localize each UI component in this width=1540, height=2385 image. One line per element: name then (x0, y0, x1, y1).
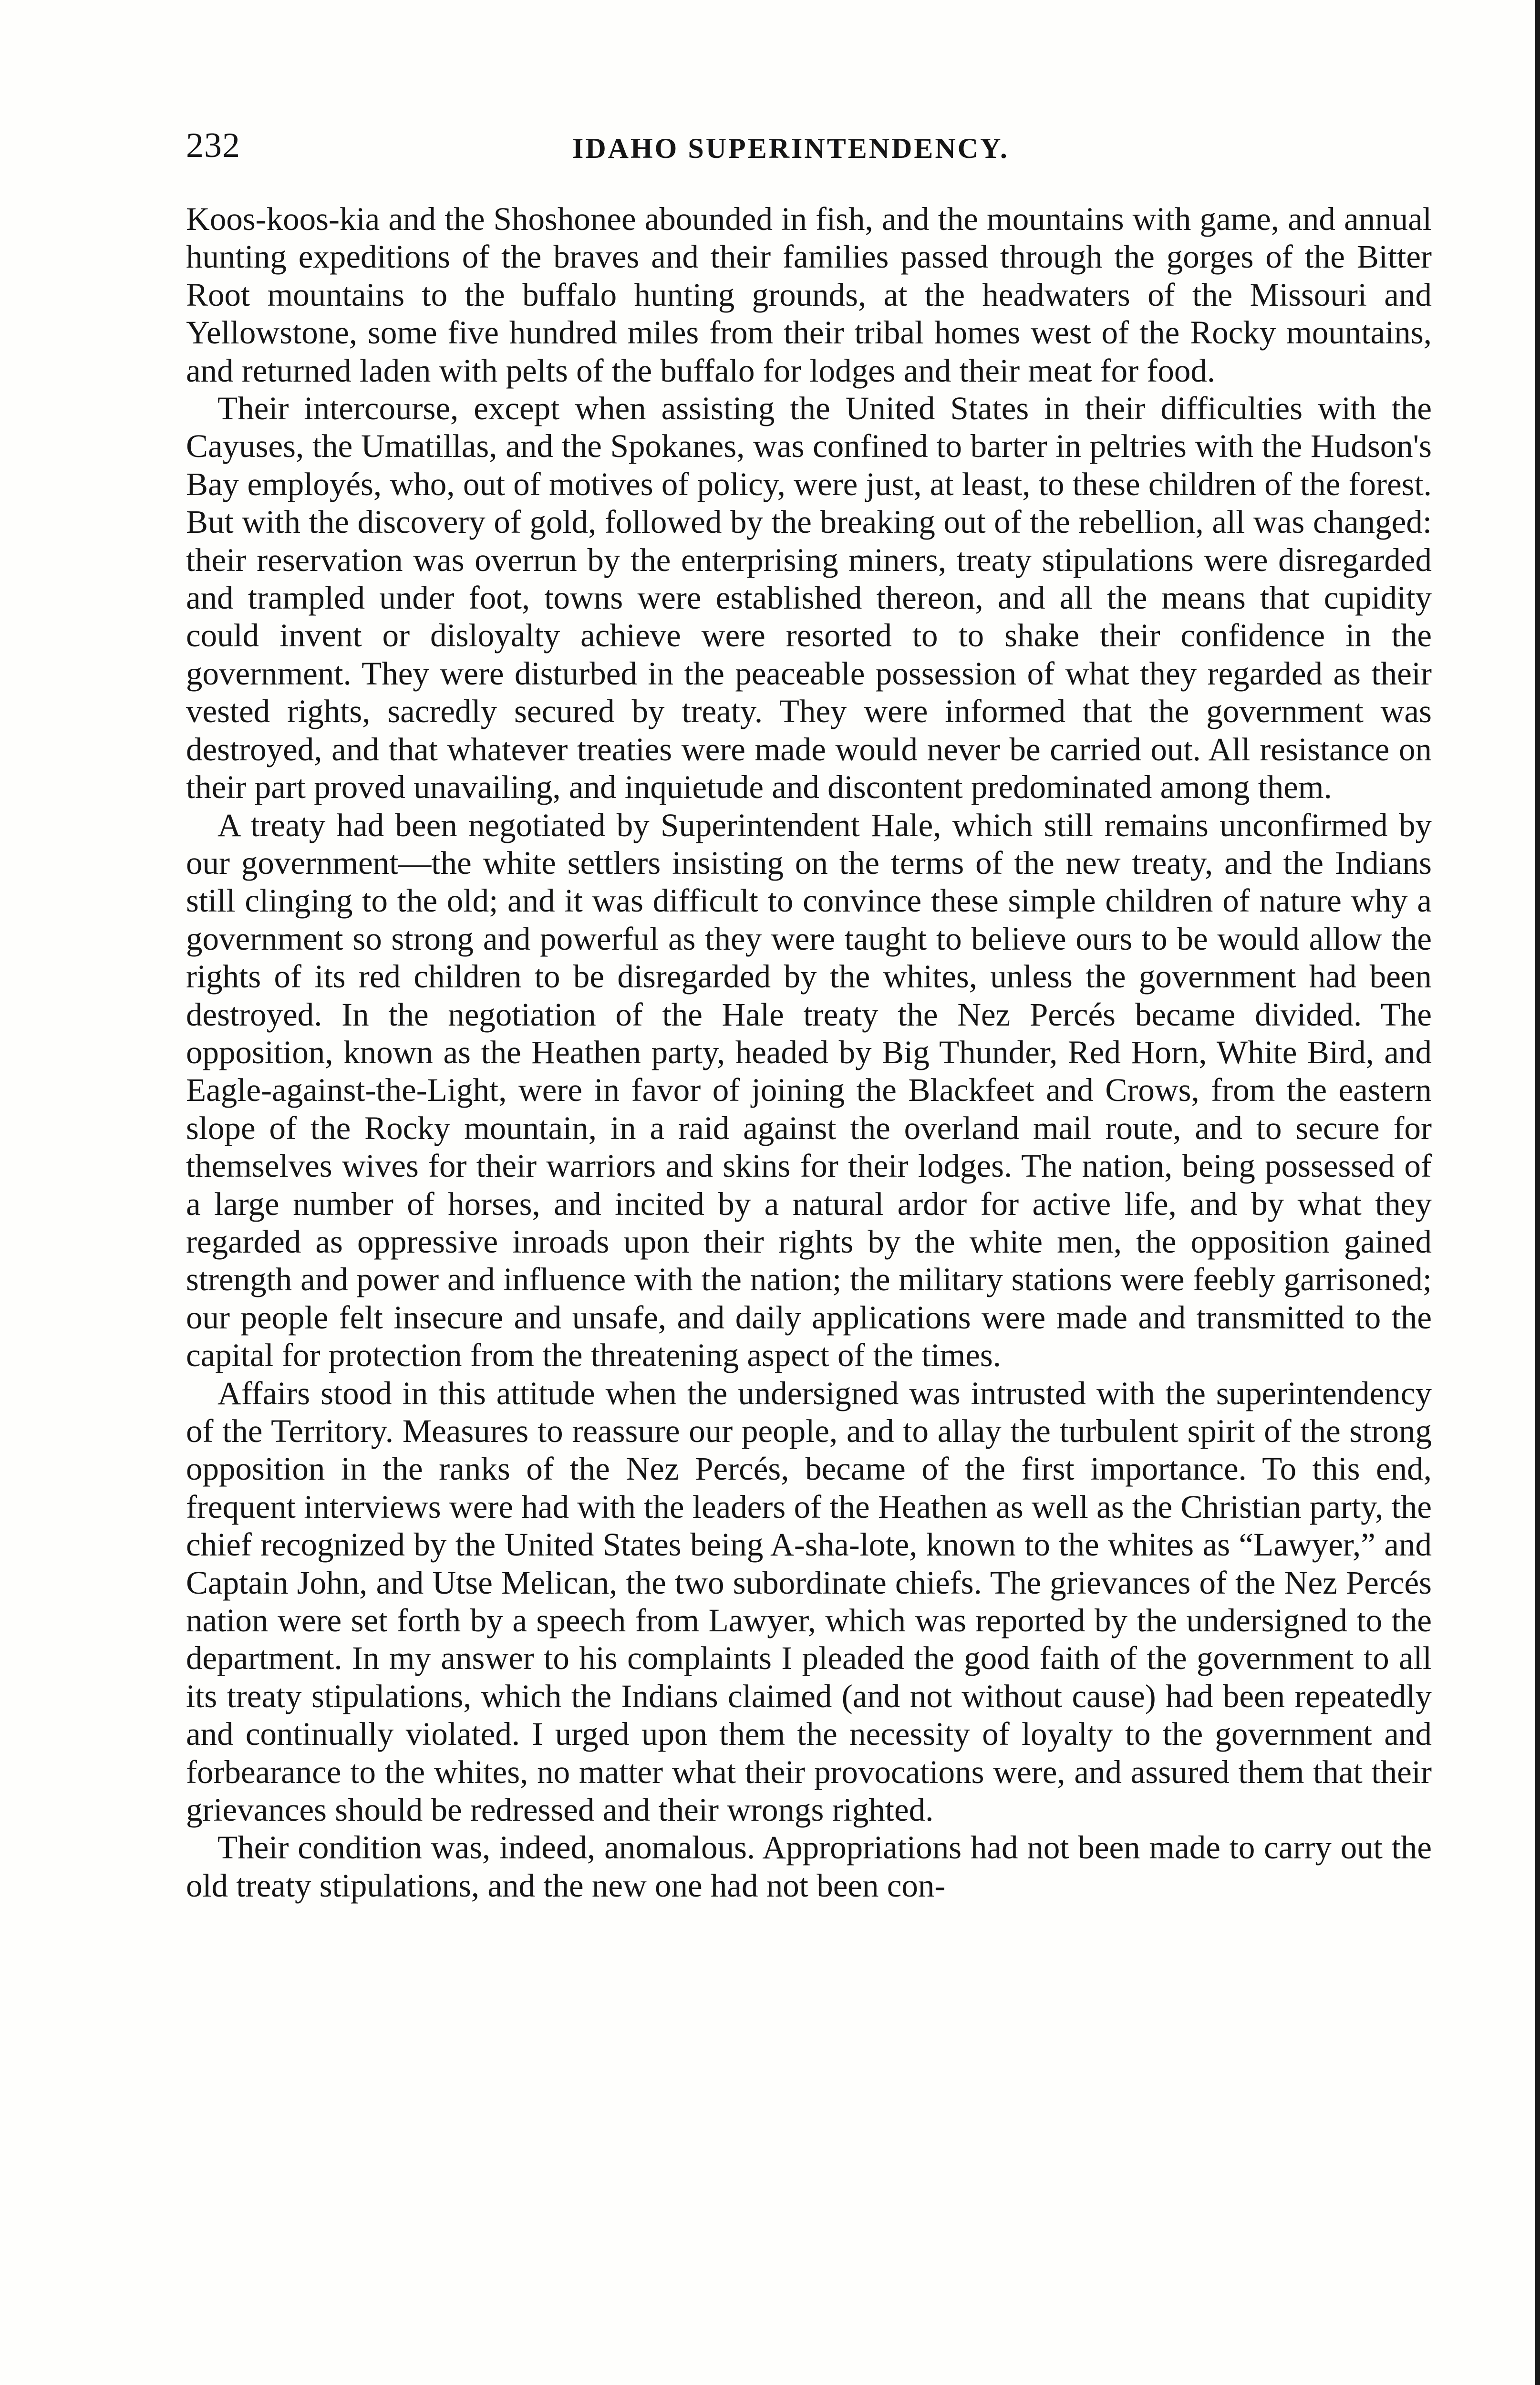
paragraph-1: Koos-koos-kia and the Shoshonee abounded in fish, and the mountains with game, and annual hunting expeditions of the braves and their families passed through the gorges of the Bitter Root mountains to the buffalo hunting grounds, at the headwaters of the Missouri and Yellowstone, some five hundred miles from their tribal homes west of the Rocky mountains, and returned laden with pelts of the buffalo for lodges and their meat for food. (186, 201, 1432, 389)
paragraph-4: Affairs stood in this attitude when the undersigned was intrusted with the superintendency of the Territory. Measures to reassure our people, and to allay the turbulent spirit of the strong opposition in the ranks of the Nez Percés, became of the first importance. To this end, frequent interviews were had with the leaders of the Heathen as well as the Christian party, the chief recognized by the United States being A-sha-lote, known to the whites as “Lawyer,” and Captain John, and Utse Melican, the two subordinate chiefs. The grievances of the Nez Percés nation were set forth by a speech from Lawyer, which was reported by the undersigned to the department. In my answer to his complaints I pleaded the good faith of the government to all its treaty stipulations, which the Indians claimed (and not without cause) had been repeatedly and continually violated. I urged upon them the necessity of loyalty to the government and forbearance to the whites, no matter what their provocations were, and assured them that their grievances should be redressed and their wrongs righted. (186, 1375, 1432, 1828)
paragraph-5: Their condition was, indeed, anomalous. Appropriations had not been made to carry out the old treaty stipulations, and the new one had not been con- (186, 1829, 1432, 1904)
page-header (186, 122, 1440, 174)
page-number: 232 (186, 126, 240, 165)
body-text (186, 200, 1432, 1905)
paragraph-3: A treaty had been negotiated by Superintendent Hale, which still remains unconfirmed by our government—the white settlers insisting on the terms of the new treaty, and the Indians still clinging to the old; and it was difficult to convince these simple children of nature why a government so strong and powerful as they were taught to believe ours to be would allow the rights of its red children to be disregarded by the whites, unless the government had been destroyed. In the negotiation of the Hale treaty the Nez Percés became divided. The opposition, known as the Heathen party, headed by Big Thunder, Red Horn, White Bird, and Eagle-against-the-Light, were in favor of joining the Blackfeet and Crows, from the eastern slope of the Rocky mountain, in a raid against the overland mail route, and to secure for themselves wives for their warriors and skins for their lodges. The nation, being possessed of a large number of horses, and incited by a natural ardor for active life, and by what they regarded as oppressive inroads upon their rights by the white men, the opposition gained strength and power and influence with the nation; the military stations were feebly garrisoned; our people felt insecure and unsafe, and daily applications were made and transmitted to the capital for protection from the threatening aspect of the times. (186, 807, 1432, 1374)
paragraph-2: Their intercourse, except when assisting the United States in their difficulties with the Cayuses, the Umatillas, and the Spokanes, was confined to barter in peltries with the Hudson's Bay employés, who, out of motives of policy, were just, at least, to these children of the forest. But with the discovery of gold, followed by the breaking out of the rebellion, all was changed: their reservation was overrun by the enterprising miners, treaty stipulations were disregarded and trampled under foot, towns were established thereon, and all the means that cupidity could invent or disloyalty achieve were resorted to to shake their confidence in the government. They were disturbed in the peaceable possession of what they regarded as their vested rights, sacredly secured by treaty. They were informed that the government was destroyed, and that whatever treaties were made would never be carried out. All resistance on their part proved unavailing, and inquietude and discontent predominated among them. (186, 390, 1432, 806)
running-head: IDAHO SUPERINTENDENCY. (572, 133, 1009, 164)
